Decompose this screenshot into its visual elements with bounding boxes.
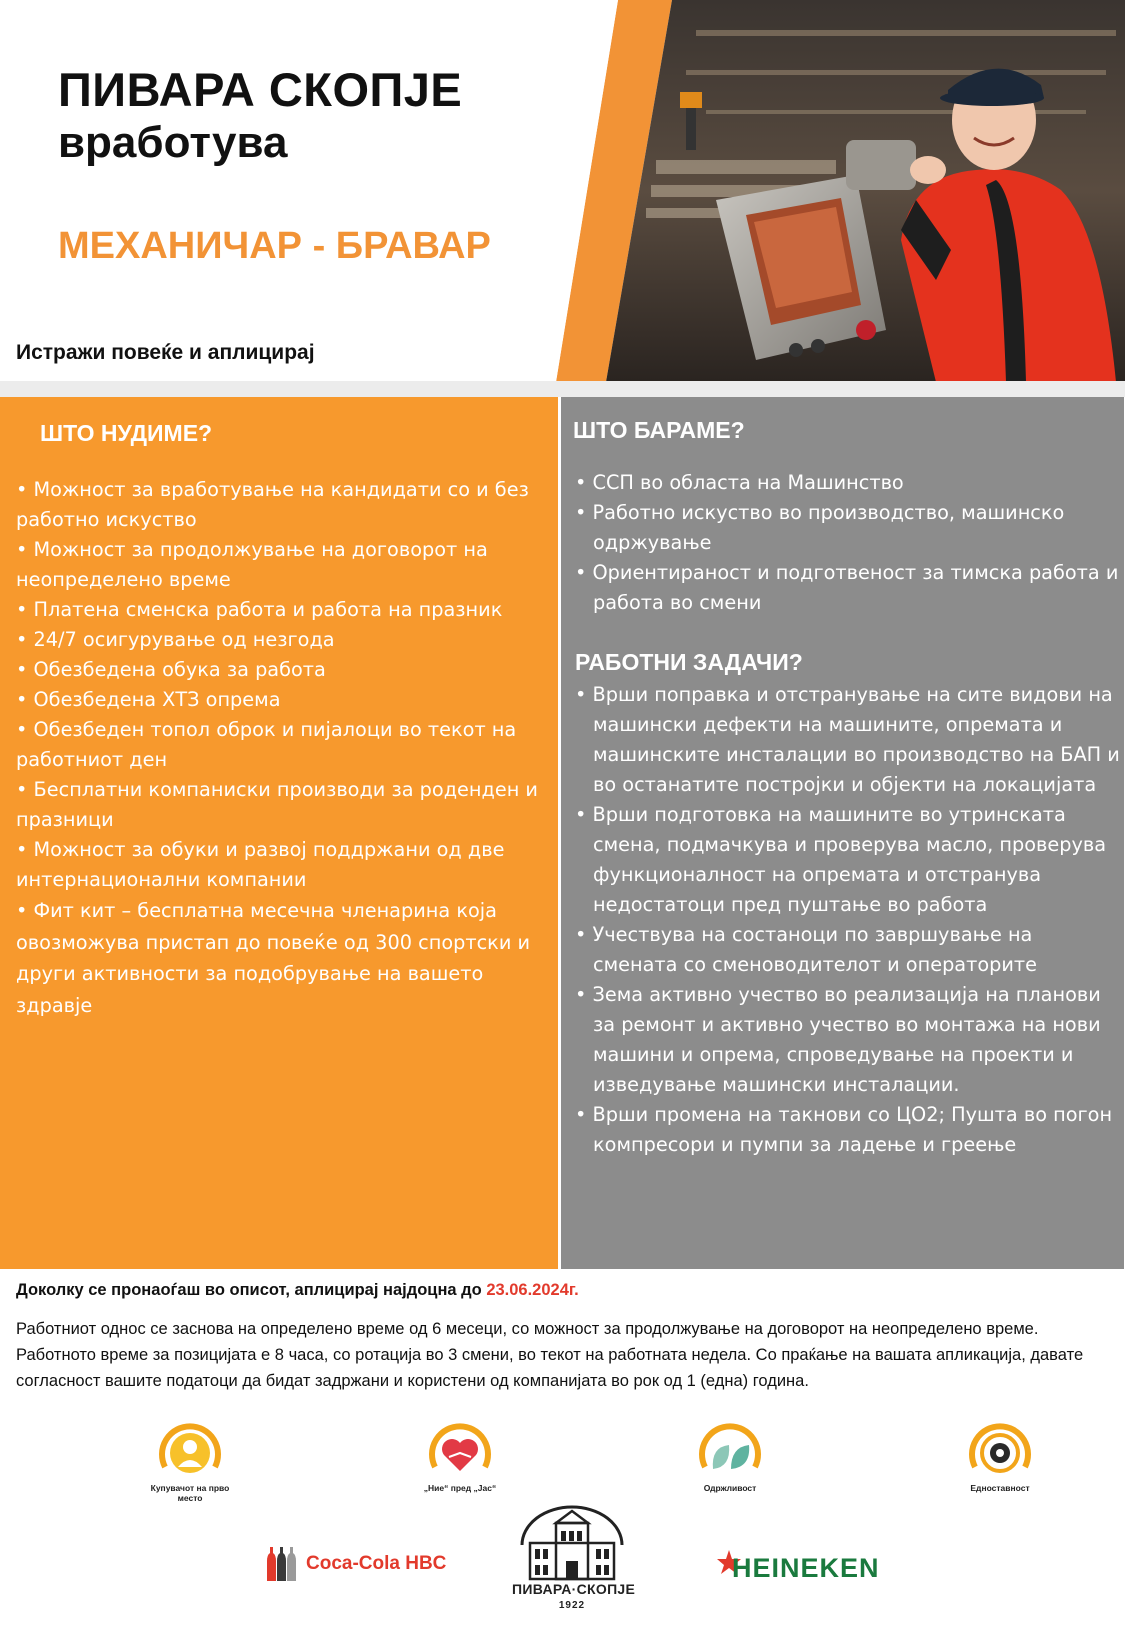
person-icon [157, 1423, 223, 1483]
requirements-heading: ШТО БАРАМЕ? [573, 417, 745, 443]
value-badge-customer [150, 1423, 230, 1503]
offer-item: • Можност за обуки и развој поддржани од две интернационални компании [16, 838, 505, 891]
pivara-year-text: 1922 [558, 1600, 586, 1611]
offer-item: • Платена сменска работа и работа на празник [16, 598, 503, 621]
offer-section [0, 397, 558, 1269]
offer-item: • Обезбедена обука за работа [16, 658, 326, 681]
brewery-building-icon [512, 1505, 632, 1583]
requirement-item: • ССП во областа на Машинство [575, 471, 904, 494]
offer-item: • Обезбеден топол оброк и пијалоци во текот на работниот ден [16, 718, 517, 771]
bottles-icon [262, 1543, 302, 1583]
deadline-line [16, 1281, 579, 1300]
leaves-icon [697, 1423, 763, 1483]
deadline-text: Доколку се пронаоѓаш во описот, аплицирај најдоцна до [16, 1281, 487, 1299]
value-badge-simplicity [958, 1423, 1042, 1493]
offer-item: • Бесплатни компаниски производи за роденден и празници [16, 778, 538, 831]
task-item: • Врши подготовка на машините во утринската смена, подмачкува и проверува масло, проверува функционалност на опремата и отстранува недостатоци пред пуштање во работа [575, 803, 1107, 916]
offer-item: • Можност за продолжување на договорот на неопределено време [16, 538, 488, 591]
coca-cola-hbc-text: Coca-Cola HBC [306, 1553, 447, 1574]
task-item: • Врши промена на такнови со ЦО2; Пушта во погон компресори и пумпи за ладење и греење [575, 1103, 1113, 1156]
hiring-title: вработува [58, 118, 288, 167]
pivara-name-text: ПИВАРА·СКОПЈЕ [512, 1581, 636, 1597]
target-icon [967, 1423, 1033, 1483]
coca-cola-hbc-logo [262, 1543, 452, 1583]
pivara-skopje-logo [512, 1505, 636, 1617]
heineken-logo [716, 1549, 886, 1589]
offer-heading: ШТО НУДИМЕ? [40, 420, 213, 446]
divider-strip [0, 381, 1125, 397]
employment-notice: Работниот однос се заснова на определено време од 6 месеци, со можност за продолжување на договорот на неопределено време. Работното време за позицијата е 8 часа, со ротација во 3 смени, во текот на работната недела. Со праќање на вашата апликација, давате согласност вашите податоци да бидат задржани и користени од компанијата во рок од 1 (една) година. [16, 1320, 1084, 1390]
position-title: МЕХАНИЧАР - БРАВАР [58, 225, 491, 267]
deadline-date: 23.06.2024г. [486, 1281, 579, 1299]
offer-item: • Фит кит – бесплатна месечна членарина која овозможува пристап до повеќе од 300 спортски и други активности за подобрување на вашето здравје [16, 899, 531, 1017]
company-title: ПИВАРА СКОПЈЕ [58, 63, 463, 116]
explore-and-apply-text: Истражи повеќе и аплицирај [16, 341, 315, 364]
value-label: Едноставност [970, 1483, 1030, 1493]
offer-item: • Обезбедена ХТЗ опрема [16, 688, 281, 711]
heart-hands-icon [427, 1423, 493, 1483]
offer-item: • 24/7 осигурување од незгода [16, 628, 335, 651]
value-badge-teamwork [418, 1423, 502, 1493]
hero-photo [556, 0, 1125, 382]
requirement-item: • Ориентираност и подготвеност за тимска работа и работа во смени [575, 561, 1119, 614]
task-item: • Учествува на состаноци по завршување на смената со сменоводителот и операторите [575, 923, 1038, 976]
task-item: • Врши поправка и отстранување на сите видови на машински дефекти на машините, опремата и машинските инсталации во производство на БАП и во останатите постројки и објекти на локацијата [575, 683, 1120, 796]
requirements-section [561, 397, 1124, 1269]
offer-list [16, 475, 546, 1021]
requirement-item: • Работно искуство во производство, машинско одржување [575, 501, 1065, 554]
value-label: „Ние“ пред „Јас“ [423, 1483, 497, 1493]
value-label: Одржливост [703, 1483, 757, 1493]
tasks-list [575, 680, 1120, 1160]
requirements-list [575, 468, 1120, 618]
offer-item: • Можност за вработување на кандидати со и без работно искуство [16, 478, 529, 531]
tasks-heading: РАБОТНИ ЗАДАЧИ? [575, 649, 803, 675]
heineken-text: HEINEKEN [732, 1553, 880, 1583]
task-item: • Зема активно учество во реализација на планови за ремонт и активно учество во монтажа на нови машини и опрема, спроведување на проекти и изведување машински инсталации. [575, 983, 1101, 1096]
value-badge-sustainability [685, 1423, 775, 1493]
value-label: Купувачот на прво место [150, 1483, 230, 1503]
